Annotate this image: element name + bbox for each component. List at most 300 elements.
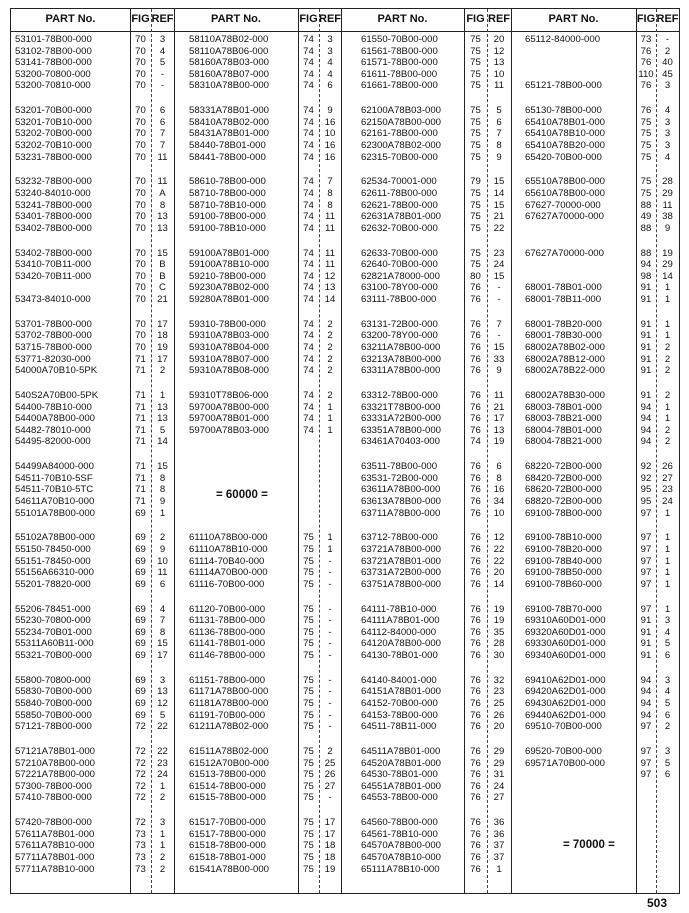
ref-number: 1 [664,413,671,425]
fig-number: 79 [470,176,481,188]
fig-number: 76 [470,294,481,305]
ref-number: - [328,674,332,686]
ref-number: 1 [159,840,166,852]
ref-number: 19 [157,342,168,353]
fig-number: 74 [303,247,314,259]
part-number: 65112-84000-000 [525,34,601,45]
part-number: 53231-78B00-000 [15,151,92,163]
fig-number: 91 [640,294,652,305]
ref-number: 8 [159,484,166,496]
ref-number: 37 [493,840,505,852]
fig-number: 74 [303,353,314,365]
fig-number: 76 [470,365,481,377]
fig-number: 76 [470,638,481,650]
part-number: 64120A78B00-000 [361,638,442,650]
ref-number: 19 [493,436,505,448]
parts-index-table [10,8,680,894]
fig-number: 88 [640,247,652,259]
part-number: 55102A78B00-000 [15,532,96,544]
fig-number: 94 [640,698,652,709]
ref-number: 21 [493,401,505,413]
part-number: 69100-78B00-000 [525,507,602,519]
part-number: 65410A78B10-000 [525,128,606,140]
fig-number: 76 [470,769,481,781]
ref-number: 16 [324,140,336,151]
fig-number: 75 [303,626,314,638]
fig-number: 75 [470,45,481,57]
ref-number: 2 [664,365,671,377]
ref-number: 2 [664,390,671,401]
ref-number: 3 [664,116,671,128]
part-number: 55800-70800-000 [15,674,91,686]
fig-number: 75 [303,792,314,804]
part-number: 63131-72B00-000 [361,318,438,330]
part-number: 69420A62D01-000 [525,686,606,698]
header-part-no: PART No. [377,13,428,25]
fig-number: 69 [135,567,146,579]
ref-number: 7 [496,128,502,140]
fig-number: 91 [640,615,652,627]
ref-number: 11 [325,211,335,223]
part-number: 67627-70000-000 [525,199,601,211]
fig-number: 76 [470,544,481,555]
part-number: 61120-70B00-000 [189,603,266,615]
part-number: 58331A78B01-000 [189,105,270,117]
part-number: 62632-70B00-000 [361,222,438,234]
part-number: 55234-70B01-000 [15,626,92,638]
fig-number: 94 [640,709,652,721]
ref-number: 15 [493,342,505,353]
ref-number: 12 [324,270,336,282]
ref-number: 24 [157,769,168,781]
fig-number: 70 [135,211,146,223]
part-number: 59700A78B03-000 [189,424,270,436]
ref-number: 9 [496,365,502,377]
ref-number: 1 [327,413,333,425]
part-number: 63712-78B00-000 [361,532,438,544]
part-number: 69340A60D01-000 [525,650,606,661]
ref-number: 2 [664,353,671,365]
fig-number: 72 [135,721,146,733]
ref-number: 16 [493,484,505,496]
fig-number: 75 [303,578,314,590]
ref-number: 2 [664,721,671,733]
fig-number: 72 [135,792,146,804]
fig-number: 74 [303,330,314,342]
part-number: 69100-78B50-000 [525,567,602,579]
ref-number: - [665,34,670,45]
ref-number: 1 [664,578,671,590]
ref-number: - [328,638,332,650]
ref-number: 13 [157,211,168,223]
ref-number: 23 [493,247,505,259]
fig-number: 76 [470,721,481,733]
fig-number: 70 [135,222,146,234]
ref-number: 17 [157,650,168,661]
part-number: 63213A78B00-000 [361,353,442,365]
fig-number: 70 [135,318,146,330]
ref-number: 1 [664,603,671,615]
part-number: 68001-78B20-000 [525,318,602,330]
fig-number: 97 [640,532,652,544]
ref-number: - [328,792,332,804]
ref-number: 1 [327,424,333,436]
fig-number: 76 [470,318,481,330]
fig-number: 74 [303,390,314,401]
part-number: 69100-78B10-000 [525,532,602,544]
fig-number: 91 [640,353,652,365]
part-number: 53702-78B00-000 [15,330,92,342]
fig-number: 71 [135,436,146,448]
fig-number: 73 [135,828,146,840]
fig-number: 76 [470,472,481,484]
ref-number: - [328,698,332,709]
fig-number: 97 [640,567,652,579]
ref-number: 13 [493,424,505,436]
part-number: 61114A70B00-000 [189,567,268,579]
part-number: 58431A78B01-000 [189,128,270,140]
part-number: 64511A78B01-000 [361,746,441,757]
part-number: 63311A78B00-000 [361,365,441,377]
part-number: 59210-78B00-000 [189,270,266,282]
fig-number: 75 [303,686,314,698]
ref-number: 2 [327,390,333,401]
part-number: 61191-70B00-000 [189,709,266,721]
ref-number: 3 [327,45,333,57]
ref-number: A [159,188,166,199]
fig-number: 76 [470,507,481,519]
ref-number: - [160,68,165,80]
fig-number: 71 [135,461,146,473]
ref-number: - [328,555,332,567]
ref-number: 3 [664,80,671,92]
ref-number: 24 [662,496,673,507]
part-number: 53232-78B00-000 [15,176,92,188]
header-part-no: PART No. [45,13,96,25]
ref-number: - [160,80,165,92]
ref-number: 19 [493,603,505,615]
part-number: 64551A78B01-000 [361,780,442,792]
ref-number: 1 [159,828,166,840]
part-number: 53102-78B00-000 [15,45,92,57]
ref-number: 1 [496,863,502,875]
ref-number: 17 [493,413,505,425]
ref-number: 29 [493,746,505,757]
fig-number: 76 [470,674,481,686]
ref-number: 7 [327,176,333,188]
fig-number: 76 [470,401,481,413]
part-number: 57711A78B10-000 [15,863,95,875]
ref-number: 22 [157,746,168,757]
fig-number: 74 [303,222,314,234]
ref-number: 25 [324,757,336,769]
fig-number: 75 [640,176,652,188]
ref-number: 5 [664,638,671,650]
part-number: 53200-70800-000 [15,68,91,80]
fig-number: 97 [640,721,652,733]
fig-number: 76 [470,863,481,875]
fig-number: 75 [470,259,481,271]
part-number: 58160A78B03-000 [189,57,270,69]
fig-number: 75 [303,615,314,627]
part-number: 62534-70001-000 [361,176,437,188]
part-number: 63611A78B00-000 [361,484,441,496]
fig-number: 75 [470,57,481,69]
ref-number: 8 [159,472,166,484]
part-number: 69510-70B00-000 [525,721,602,733]
fig-number: 74 [303,188,314,199]
fig-number: 74 [303,128,314,140]
part-number: 69320A60D01-000 [525,626,606,638]
part-number: 64570A78B00-000 [361,840,442,852]
fig-number: 76 [470,817,481,829]
part-number: 64570A78B10-000 [361,852,442,863]
ref-number: 11 [662,199,673,211]
ref-number: 23 [662,484,673,496]
fig-number: 71 [135,365,146,377]
ref-number: 11 [494,80,504,92]
ref-number: 15 [493,176,505,188]
ref-number: 9 [159,496,166,507]
part-number: 54611A70B10-000 [15,496,95,507]
fig-number: 73 [135,840,146,852]
ref-number: 27 [662,472,673,484]
fig-number: 74 [303,140,314,151]
ref-number: 9 [496,151,502,163]
fig-number: 70 [135,199,146,211]
fig-number: 73 [640,34,652,45]
part-number: 65121-78B00-000 [525,80,602,92]
fig-number: 70 [135,270,146,282]
fig-number: 97 [640,555,652,567]
part-number: 69310A60D01-000 [525,615,606,627]
fig-number: 76 [470,555,481,567]
header-part-no: PART No. [211,13,261,25]
part-number: 58160A78B07-000 [189,68,270,80]
ref-number: 11 [494,390,504,401]
ref-number: 29 [662,188,673,199]
part-number: 61181A78B00-000 [189,698,269,709]
part-number: 61661-78B00-000 [361,80,438,92]
part-number: 55850-70B00-000 [15,709,92,721]
ref-number: 2 [159,863,166,875]
ref-number: 24 [493,780,505,792]
part-number: 54000A70B10-5PK [15,365,98,377]
part-number: 63111-78B00-000 [361,294,437,305]
part-number: 54400A78B00-000 [15,413,96,425]
ref-number: 17 [324,828,336,840]
fig-number: 75 [303,638,314,650]
fig-number: 69 [135,578,146,590]
ref-number: 1 [664,318,671,330]
ref-number: 24 [493,259,505,271]
ref-number: 3 [664,674,671,686]
fig-number: 91 [640,390,652,401]
ref-number: 40 [662,57,673,69]
ref-number: - [497,294,501,305]
fig-number: 70 [135,45,146,57]
part-number: 64111-78B10-000 [361,603,437,615]
fig-number: 76 [470,532,481,544]
fig-number: 72 [135,769,146,781]
part-number: 61512A70B00-000 [189,757,270,769]
header-ref: REF [319,13,341,25]
ref-number: 2 [159,532,166,544]
fig-number: 74 [303,270,314,282]
ref-number: 18 [157,330,168,342]
ref-number: 31 [493,769,505,781]
part-number: 69440A62D01-000 [525,709,606,721]
part-number: 68004-78B21-000 [525,436,602,448]
header-fig: FIG [466,13,485,25]
fig-number: 75 [470,128,481,140]
part-number: 69410A62D01-000 [525,674,606,686]
fig-number: 75 [303,780,314,792]
part-number: 59230A78B02-000 [189,282,270,294]
part-number: 54400-78B10-000 [15,401,92,413]
ref-number: 8 [159,626,166,638]
fig-number: 97 [640,544,652,555]
part-number: 61136-78B00-000 [189,626,266,638]
ref-number: 1 [664,555,671,567]
ref-number: 28 [493,638,505,650]
fig-number: 91 [640,330,652,342]
fig-number: 76 [470,780,481,792]
part-number: 59310A78B08-000 [189,365,270,377]
part-number: 53402-78B00-000 [15,222,92,234]
header-fig: FIG [636,13,656,25]
part-number: 68004-78B01-000 [525,424,602,436]
ref-number: 6 [664,650,671,661]
fig-number: 76 [470,852,481,863]
part-number: 61110A78B00-000 [189,532,268,544]
part-number: 55830-70B00-000 [15,686,92,698]
part-number: 69100-78B20-000 [525,544,602,555]
ref-number: 1 [664,294,671,305]
fig-number: 95 [640,496,652,507]
ref-number: 8 [159,199,166,211]
fig-number: 71 [135,424,146,436]
part-number: 53201-70B10-000 [15,116,92,128]
ref-number: 2 [327,365,333,377]
fig-number: 75 [303,555,314,567]
ref-number: 3 [664,746,671,757]
part-number: 63731A72B00-000 [361,567,442,579]
part-number: 59310A78B07-000 [189,353,270,365]
fig-number: 94 [640,674,652,686]
fig-number: 76 [470,484,481,496]
fig-number: 76 [470,757,481,769]
fig-number: 75 [303,709,314,721]
ref-number: - [497,282,501,294]
fig-number: 70 [135,128,146,140]
part-number: 65510A78B00-000 [525,176,606,188]
part-number: 68002A78B30-000 [525,390,606,401]
ref-number: 30 [493,650,505,661]
fig-number: 97 [640,578,652,590]
fig-number: 110 [638,68,654,80]
fig-number: 76 [470,828,481,840]
part-number: 63531-72B00-000 [361,472,438,484]
fig-number: 71 [135,401,146,413]
part-number: 61171A78B00-000 [189,686,269,698]
header-part-no: PART No. [548,13,599,25]
part-number: 61511A78B02-000 [189,746,269,757]
fig-number: 76 [640,105,652,117]
part-number: 54511-70B10-5TC [15,484,94,496]
ref-number: 4 [664,626,671,638]
part-number: 62161-78B00-000 [361,128,438,140]
part-number: 64553-78B00-000 [361,792,438,804]
fig-number: 75 [303,746,314,757]
ref-number: 17 [157,318,168,330]
ref-number: 27 [324,780,336,792]
fig-number: 75 [470,222,481,234]
fig-number: 69 [135,555,146,567]
part-number: 58110A78B06-000 [189,45,269,57]
ref-number: 26 [324,769,336,781]
ref-number: 2 [664,45,671,57]
part-number: 53473-84010-000 [15,294,91,305]
fig-number: 70 [135,259,146,271]
part-number: 69100-78B40-000 [525,555,602,567]
ref-number: - [497,330,501,342]
fig-number: 70 [135,105,146,117]
fig-number: 70 [135,247,146,259]
ref-number: 38 [662,211,673,223]
ref-number: 20 [493,34,505,45]
ref-number: 6 [159,116,166,128]
ref-number: 23 [493,686,505,698]
fig-number: 91 [640,318,652,330]
section-marker-60000: = 60000 = [216,489,268,501]
part-number: 54482-78010-000 [15,424,91,436]
part-number: 53240-84010-000 [15,188,91,199]
part-number: 64153-78B00-000 [361,709,438,721]
ref-number: 2 [664,436,671,448]
part-number: 59100A78B01-000 [189,247,270,259]
part-number: 61110A78B10-000 [189,544,268,555]
fig-number: 70 [135,342,146,353]
part-number: 62640-70B00-000 [361,259,438,271]
fig-number: 91 [640,342,652,353]
ref-number: 22 [493,544,505,555]
part-number: 55156A66310-000 [15,567,94,579]
ref-number: 2 [664,342,671,353]
fig-number: 71 [135,496,146,507]
ref-number: 19 [493,615,505,627]
ref-number: 3 [159,817,166,829]
ref-number: 3 [664,128,671,140]
fig-number: 97 [640,507,652,519]
part-number: 61211A78B02-000 [189,721,269,733]
fig-number: 75 [470,68,481,80]
header-fig: FIG [131,13,150,25]
ref-number: - [328,578,332,590]
part-number: 58610-78B00-000 [189,176,266,188]
part-number: 61151-78B00-000 [189,674,266,686]
ref-number: 18 [324,852,336,863]
ref-number: 10 [324,128,336,140]
part-number: 69520-70B00-000 [525,746,602,757]
fig-number: 74 [303,294,314,305]
ref-number: 5 [159,709,166,721]
part-number: 55151-78450-000 [15,555,91,567]
fig-number: 76 [470,390,481,401]
part-number: 64561-78B10-000 [361,828,438,840]
ref-number: 5 [664,698,671,709]
ref-number: 15 [493,199,505,211]
